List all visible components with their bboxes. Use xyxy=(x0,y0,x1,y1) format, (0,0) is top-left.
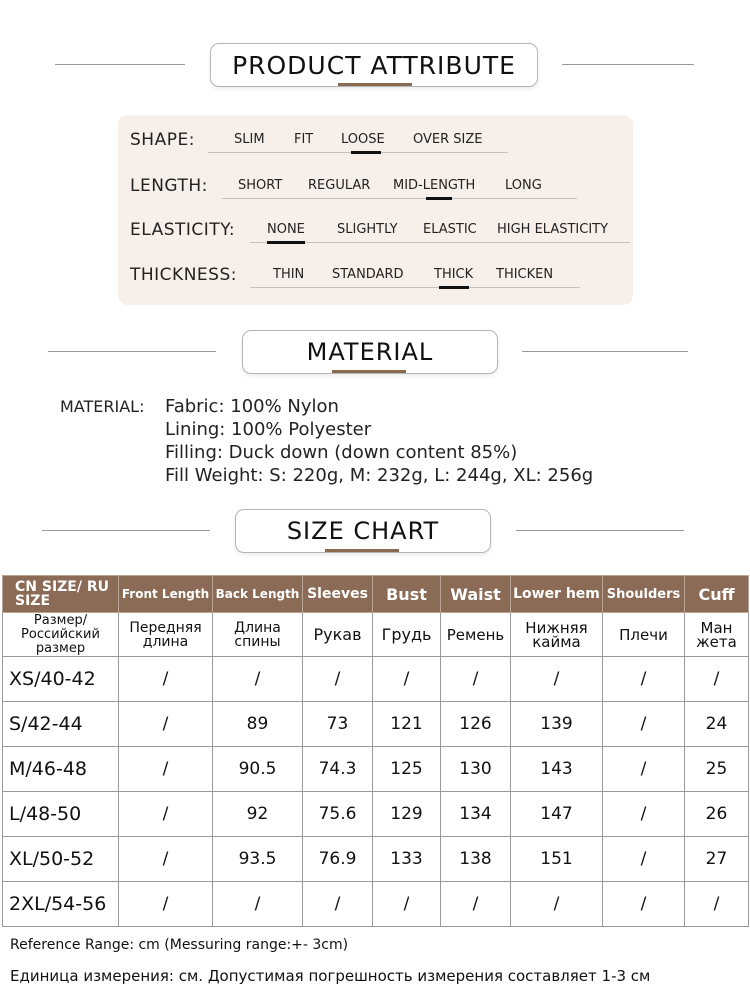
section-title: PRODUCT ATTRIBUTE xyxy=(210,43,538,87)
title-underline xyxy=(325,549,399,552)
table-cell: 147 xyxy=(511,792,603,837)
ru-column-header: Ремень xyxy=(441,613,511,657)
table-row xyxy=(3,792,749,837)
table-cell: / xyxy=(119,882,213,927)
table-cell: 74.3 xyxy=(303,747,373,792)
ru-column-header: Ман жета xyxy=(685,613,749,657)
table-cell: 75.6 xyxy=(303,792,373,837)
table-cell: / xyxy=(603,837,685,882)
table-cell: / xyxy=(511,882,603,927)
table-cell: / xyxy=(119,837,213,882)
table-cell: 126 xyxy=(441,702,511,747)
column-header: CN SIZE/ RU SIZE xyxy=(3,576,119,613)
option-rule xyxy=(250,242,630,243)
column-header: Shoulders xyxy=(603,576,685,613)
option: THIN xyxy=(273,267,305,282)
column-header: Front Length xyxy=(119,576,213,613)
table-cell: 27 xyxy=(685,837,749,882)
option: LONG xyxy=(505,178,542,193)
selected-marker xyxy=(267,241,305,244)
divider-line xyxy=(55,64,185,65)
table-header-row xyxy=(3,576,749,613)
selected-marker xyxy=(439,286,469,289)
material-line: Lining: 100% Polyester xyxy=(165,419,372,440)
attribute-panel xyxy=(118,115,633,305)
table-cell: 134 xyxy=(441,792,511,837)
option-selected: NONE xyxy=(267,222,305,237)
table-cell: / xyxy=(603,657,685,702)
table-cell: / xyxy=(303,882,373,927)
ru-column-header: Грудь xyxy=(373,613,441,657)
ru-column-header: Рукав xyxy=(303,613,373,657)
ru-column-header: Нижняя кайма xyxy=(511,613,603,657)
option-rule xyxy=(250,287,580,288)
divider-line xyxy=(522,351,688,352)
table-cell: 138 xyxy=(441,837,511,882)
size-label-cell: S/42-44 xyxy=(3,702,119,747)
divider-line xyxy=(48,351,216,352)
table-cell: 25 xyxy=(685,747,749,792)
column-header: Waist xyxy=(441,576,511,613)
table-cell: / xyxy=(213,882,303,927)
material-line: Fabric: 100% Nylon xyxy=(165,396,339,417)
table-cell: / xyxy=(603,792,685,837)
ru-column-header: Передняя длина xyxy=(119,613,213,657)
divider-line xyxy=(562,64,694,65)
material-line: Fill Weight: S: 220g, M: 232g, L: 244g, XL: 256g xyxy=(165,465,594,486)
table-cell: / xyxy=(119,702,213,747)
table-cell: / xyxy=(511,657,603,702)
table-cell: 139 xyxy=(511,702,603,747)
option: HIGH ELASTICITY xyxy=(497,222,609,237)
table-cell: 143 xyxy=(511,747,603,792)
size-label-cell: 2XL/54-56 xyxy=(3,882,119,927)
table-cell: / xyxy=(119,792,213,837)
column-header: Back Length xyxy=(213,576,303,613)
table-cell: 93.5 xyxy=(213,837,303,882)
option: FIT xyxy=(294,132,314,147)
table-cell: / xyxy=(441,657,511,702)
attribute-label: THICKNESS: xyxy=(130,265,237,285)
table-cell: / xyxy=(373,882,441,927)
reference-range-en: Reference Range: cm (Messuring range:+- 3cm) xyxy=(10,937,349,953)
table-cell: / xyxy=(603,747,685,792)
column-header: Lower hem xyxy=(511,576,603,613)
table-cell: 24 xyxy=(685,702,749,747)
table-cell: / xyxy=(213,657,303,702)
table-cell: 151 xyxy=(511,837,603,882)
table-cell: / xyxy=(303,657,373,702)
table-cell: / xyxy=(685,657,749,702)
table-cell: / xyxy=(119,747,213,792)
divider-line xyxy=(516,530,684,531)
size-label-cell: XS/40-42 xyxy=(3,657,119,702)
attribute-label: SHAPE: xyxy=(130,130,195,150)
table-cell: 130 xyxy=(441,747,511,792)
section-title: SIZE CHART xyxy=(235,509,491,553)
ru-column-header: Плечи xyxy=(603,613,685,657)
attribute-label: ELASTICITY: xyxy=(130,220,236,240)
table-cell: / xyxy=(603,702,685,747)
table-row xyxy=(3,882,749,927)
option-selected: LOOSE xyxy=(341,132,385,147)
column-header: Bust xyxy=(373,576,441,613)
size-chart-table xyxy=(2,575,749,927)
size-label-cell: M/46-48 xyxy=(3,747,119,792)
reference-range-ru: Единица измерения: см. Допустимая погрешность измерения составляет 1-3 см xyxy=(10,967,651,985)
option: ELASTIC xyxy=(423,222,477,237)
option: THICKEN xyxy=(496,267,554,282)
table-row xyxy=(3,657,749,702)
size-label-cell: XL/50-52 xyxy=(3,837,119,882)
table-cell: 26 xyxy=(685,792,749,837)
table-cell: 90.5 xyxy=(213,747,303,792)
table-cell: / xyxy=(373,657,441,702)
table-cell: / xyxy=(441,882,511,927)
table-cell: 129 xyxy=(373,792,441,837)
selected-marker xyxy=(351,151,381,154)
table-cell: / xyxy=(119,657,213,702)
column-header: Cuff xyxy=(685,576,749,613)
option: SLIGHTLY xyxy=(337,222,398,237)
divider-line xyxy=(42,530,210,531)
attribute-label: LENGTH: xyxy=(130,176,208,196)
table-row xyxy=(3,747,749,792)
table-cell: 73 xyxy=(303,702,373,747)
title-underline xyxy=(332,370,406,373)
table-cell: 76.9 xyxy=(303,837,373,882)
column-header: Sleeves xyxy=(303,576,373,613)
option-rule xyxy=(222,198,577,199)
selected-marker xyxy=(426,197,452,200)
table-cell: / xyxy=(685,882,749,927)
table-cell: / xyxy=(603,882,685,927)
ru-column-header: Размер/ Российский размер xyxy=(3,613,119,657)
table-cell: 125 xyxy=(373,747,441,792)
option: SHORT xyxy=(238,178,283,193)
material-label: MATERIAL: xyxy=(60,397,145,416)
table-row xyxy=(3,702,749,747)
section-title: MATERIAL xyxy=(242,330,498,374)
ru-column-header: Длина спины xyxy=(213,613,303,657)
size-label-cell: L/48-50 xyxy=(3,792,119,837)
table-row xyxy=(3,837,749,882)
table-cell: 89 xyxy=(213,702,303,747)
option: SLIM xyxy=(234,132,265,147)
option: STANDARD xyxy=(332,267,404,282)
table-cell: 121 xyxy=(373,702,441,747)
ru-header-row xyxy=(3,613,749,657)
table-cell: 133 xyxy=(373,837,441,882)
option-selected: MID-LENGTH xyxy=(393,178,476,193)
table-cell: 92 xyxy=(213,792,303,837)
material-line: Filling: Duck down (down content 85%) xyxy=(165,442,518,463)
title-underline xyxy=(338,83,412,86)
option: OVER SIZE xyxy=(413,132,483,147)
option-selected: THICK xyxy=(434,267,474,282)
option: REGULAR xyxy=(308,178,371,193)
